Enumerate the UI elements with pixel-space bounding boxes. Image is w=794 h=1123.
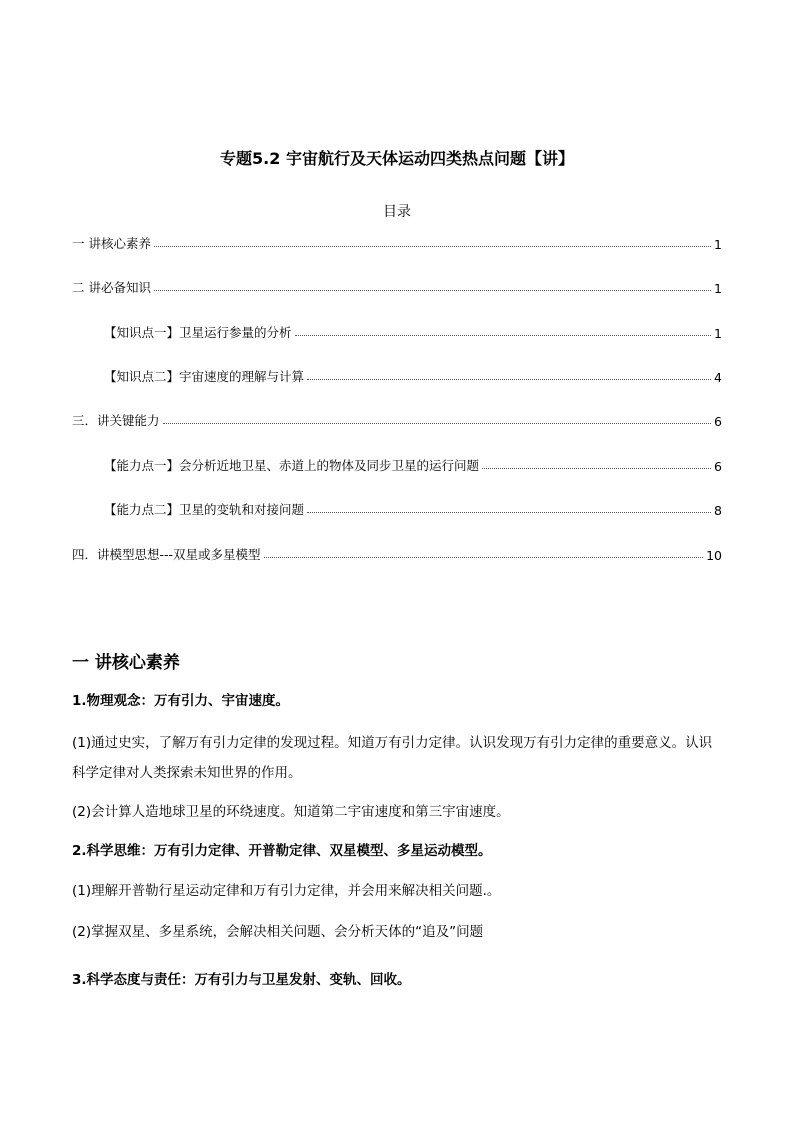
toc-leader-dots <box>154 245 711 247</box>
toc-leader-dots <box>482 467 711 469</box>
toc-entry-label: 一 讲核心素养 <box>72 236 151 251</box>
toc-entry-page: 1 <box>714 326 722 341</box>
toc-entry-label: 四．讲模型思想---双星或多星模型 <box>72 547 261 562</box>
toc-entry[interactable] <box>72 409 722 429</box>
section-heading: 一 讲核心素养 <box>72 653 180 673</box>
toc-entry-page: 1 <box>714 281 722 296</box>
toc-entry-label: 【能力点二】卫星的变轨和对接问题 <box>104 502 305 517</box>
toc-entry[interactable] <box>104 321 722 341</box>
toc-entry[interactable] <box>104 498 722 518</box>
toc-entry-page: 8 <box>714 503 722 518</box>
toc-entry-label: 三．讲关键能力 <box>72 413 160 428</box>
toc-leader-dots <box>154 289 711 291</box>
toc-entry-label: 【能力点一】会分析近地卫星、赤道上的物体及同步卫星的运行问题 <box>104 458 480 473</box>
toc-entry-label: 二 讲必备知识 <box>72 280 151 295</box>
toc-entry[interactable] <box>72 232 722 252</box>
toc-entry-page: 10 <box>706 548 722 563</box>
toc-entry-page: 6 <box>714 459 722 474</box>
toc-entry-label: 【知识点二】宇宙速度的理解与计算 <box>104 369 305 384</box>
toc-heading: 目录 <box>383 204 411 220</box>
toc-leader-dots <box>264 556 704 558</box>
section-paragraph: 2.科学思维：万有引力定律、开普勒定律、双星模型、多星运动模型。 <box>72 843 492 859</box>
toc-leader-dots <box>163 422 712 424</box>
section-paragraph: (1)通过史实，了解万有引力定律的发现过程。知道万有引力定律。认识发现万有引力定律的重要意义。认识科学定律对人类探索未知世界的作用。 <box>72 735 713 781</box>
section-paragraph: (2)掌握双星、多星系统，会解决相关问题、会分析天体的“追及”问题 <box>72 924 484 940</box>
toc-entry-page: 4 <box>714 370 722 385</box>
section-paragraph: (1)理解开普勒行星运动定律和万有引力定律，并会用来解决相关问题.。 <box>72 883 501 899</box>
toc-entry[interactable] <box>104 454 722 474</box>
toc-leader-dots <box>295 334 712 336</box>
section-paragraph: (2)会计算人造地球卫星的环绕速度。知道第二宇宙速度和第三宇宙速度。 <box>72 804 510 820</box>
toc-entry-label: 【知识点一】卫星运行参量的分析 <box>104 325 292 340</box>
section-paragraph: 1.物理观念：万有引力、宇宙速度。 <box>72 693 290 709</box>
toc-entry[interactable] <box>104 365 722 385</box>
section-paragraph: 3.科学态度与责任：万有引力与卫星发射、变轨、回收。 <box>72 972 411 988</box>
toc-leader-dots <box>307 511 711 513</box>
toc-entry[interactable] <box>72 276 722 296</box>
toc-entry-page: 1 <box>714 237 722 252</box>
toc-entry[interactable] <box>72 543 722 563</box>
document-title: 专题5.2 宇宙航行及天体运动四类热点问题【讲】 <box>220 149 574 168</box>
toc-entry-page: 6 <box>714 414 722 429</box>
toc-leader-dots <box>307 378 711 380</box>
